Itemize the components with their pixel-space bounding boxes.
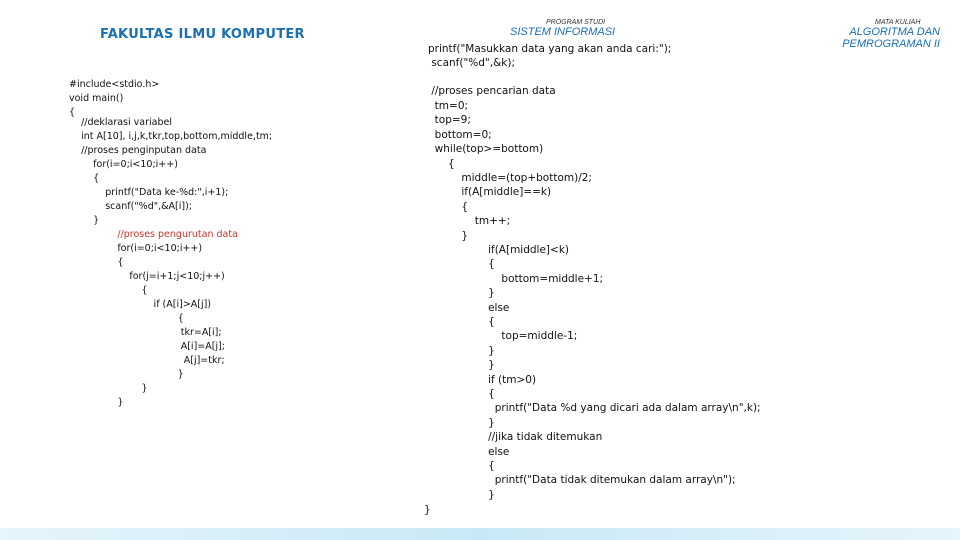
code-line: scanf("%d",&A[i]); — [69, 201, 192, 212]
code-line: //deklarasi variabel — [69, 117, 172, 128]
code-line: scanf("%d",&k); — [428, 57, 516, 69]
code-line: A[j]=tkr; — [69, 355, 225, 366]
code-line: for(i=0;i<10;i++) — [69, 159, 178, 170]
code-line: for(i=0;i<10;i++) — [69, 243, 203, 254]
code-line: top=9; — [428, 114, 471, 126]
code-line: { — [428, 258, 495, 270]
prodi-value: SISTEM INFORMASI — [510, 26, 616, 38]
code-line: //proses penginputan data — [69, 145, 207, 156]
code-line: //proses pengurutan data — [69, 229, 238, 240]
code-line: int A[10], i,j,k,tkr,top,bottom,middle,tm; — [69, 131, 273, 142]
code-line: { — [428, 316, 495, 328]
code-line: if (A[i]>A[j]) — [69, 299, 212, 310]
code-line: } — [69, 397, 124, 408]
code-line: for(j=i+1;j<10;j++) — [69, 271, 225, 282]
code-line: } — [428, 345, 495, 357]
code-line: } — [424, 504, 431, 516]
code-line: printf("Data ke-%d:",i+1); — [69, 187, 229, 198]
code-line: } — [428, 359, 495, 371]
code-line: { — [428, 460, 495, 472]
code-line: } — [69, 369, 184, 380]
code-line: { — [69, 285, 148, 296]
course-label: MATA KULIAH — [875, 19, 921, 26]
code-line: //proses pencarian data — [428, 85, 556, 97]
code-line: middle=(top+bottom)/2; — [428, 172, 592, 184]
code-line: printf("Masukkan data yang akan anda cari:"); — [428, 43, 672, 55]
code-line: } — [428, 417, 495, 429]
code-line: while(top>=bottom) — [428, 143, 544, 155]
code-line: tm=0; — [428, 100, 469, 112]
code-line: top=middle-1; — [428, 330, 578, 342]
code-line: } — [428, 230, 469, 242]
code-line: else — [428, 446, 510, 458]
code-line: { — [69, 107, 76, 118]
code-line: void main() — [69, 93, 124, 104]
code-line: if(A[middle]<k) — [428, 244, 569, 256]
code-line: tm++; — [428, 215, 511, 227]
faculty-title: FAKULTAS ILMU KOMPUTER — [100, 27, 305, 42]
code-line: } — [69, 383, 148, 394]
code-line: { — [69, 173, 100, 184]
code-line: if (tm>0) — [428, 374, 537, 386]
code-line: tkr=A[i]; — [69, 327, 222, 338]
course-value: ALGORITMA DAN PEMROGRAMAN II — [842, 26, 940, 50]
prodi-label: PROGRAM STUDI — [546, 19, 606, 26]
code-line: bottom=0; — [428, 129, 492, 141]
code-line: } — [428, 287, 495, 299]
code-line: { — [428, 201, 469, 213]
code-line: if(A[middle]==k) — [428, 186, 552, 198]
code-line: bottom=middle+1; — [428, 273, 604, 285]
code-line: { — [69, 313, 184, 324]
footer-band — [0, 528, 960, 540]
code-line: { — [428, 158, 455, 170]
code-line: { — [69, 257, 124, 268]
code-line: #include<stdio.h> — [69, 79, 160, 90]
code-line: //jika tidak ditemukan — [428, 431, 603, 443]
code-line: } — [69, 215, 100, 226]
code-panel-right — [418, 38, 814, 540]
code-line: A[i]=A[j]; — [69, 341, 225, 352]
code-line: } — [428, 489, 495, 501]
code-line: else — [428, 302, 510, 314]
code-line: { — [428, 388, 495, 400]
code-line: printf("Data tidak ditemukan dalam array\n"); — [428, 474, 736, 486]
code-line: printf("Data %d yang dicari ada dalam array\n",k); — [428, 402, 761, 414]
